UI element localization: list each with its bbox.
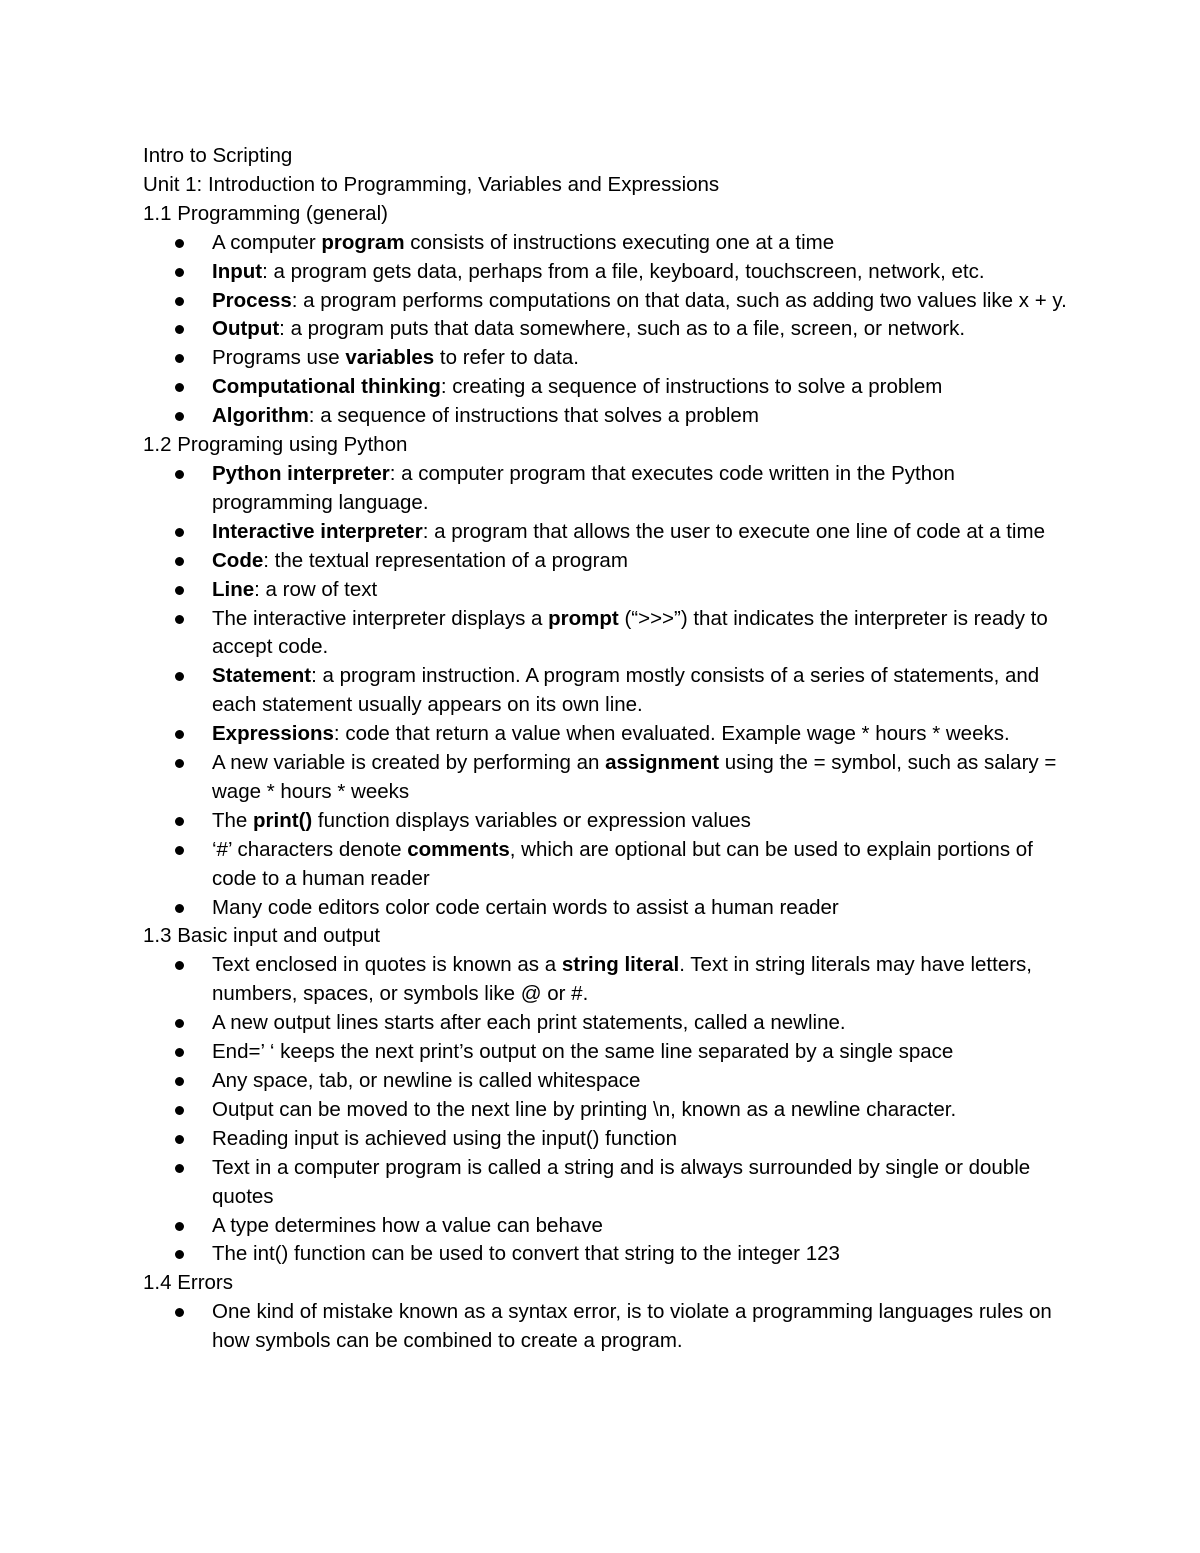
list-item: A type determines how a value can behave [143, 1212, 1078, 1241]
bullet-icon [175, 817, 184, 826]
bullet-list [143, 460, 1078, 923]
list-item: Computational thinking: creating a sequence of instructions to solve a problem [143, 373, 1078, 402]
section-heading: 1.2 Programing using Python [143, 433, 408, 457]
list-item: Expressions: code that return a value when evaluated. Example wage * hours * weeks. [143, 720, 1078, 749]
bullet-icon [175, 1019, 184, 1028]
list-item: The interactive interpreter displays a prompt (“>>>”) that indicates the interpreter is ready to accept code. [143, 605, 1078, 663]
bullet-icon [175, 470, 184, 479]
list-item: Text enclosed in quotes is known as a string literal. Text in string literals may have letters, numbers, spaces, or symbols like @ or #. [143, 951, 1078, 1009]
list-item: Line: a row of text [143, 576, 1078, 605]
bullet-icon [175, 730, 184, 739]
list-item: Many code editors color code certain words to assist a human reader [143, 894, 1078, 923]
bullet-icon [175, 586, 184, 595]
bullet-icon [175, 239, 184, 248]
unit-heading: Unit 1: Introduction to Programming, Variables and Expressions [143, 172, 720, 196]
list-item: The int() function can be used to convert that string to the integer 123 [143, 1240, 1078, 1269]
bullet-icon [175, 615, 184, 624]
list-item: Statement: a program instruction. A program mostly consists of a series of statements, and each statement usually appears on its own line. [143, 662, 1078, 720]
bullet-icon [175, 1222, 184, 1231]
list-item: A new variable is created by performing an assignment using the = symbol, such as salary = wage * hours * weeks [143, 749, 1078, 807]
list-item: Process: a program performs computations on that data, such as adding two values like x + y. [143, 287, 1078, 316]
list-item: Any space, tab, or newline is called whitespace [143, 1067, 1078, 1096]
bullet-icon [175, 354, 184, 363]
list-item: Algorithm: a sequence of instructions that solves a problem [143, 402, 1078, 431]
bullet-icon [175, 1106, 184, 1115]
bullet-icon [175, 268, 184, 277]
bullet-icon [175, 904, 184, 913]
document-title: Intro to Scripting [143, 144, 293, 167]
bullet-icon [175, 1308, 184, 1317]
section-heading: 1.1 Programming (general) [143, 201, 388, 225]
list-item: The print() function displays variables or expression values [143, 807, 1078, 836]
bullet-icon [175, 297, 184, 306]
bullet-icon [175, 383, 184, 392]
bullet-icon [175, 1077, 184, 1086]
list-item: Input: a program gets data, perhaps from a file, keyboard, touchscreen, network, etc. [143, 258, 1078, 287]
list-item: Output can be moved to the next line by printing \n, known as a newline character. [143, 1096, 1078, 1125]
bullet-icon [175, 961, 184, 970]
list-item: End=’ ‘ keeps the next print’s output on the same line separated by a single space [143, 1038, 1078, 1067]
bullet-icon [175, 557, 184, 566]
list-item: A new output lines starts after each print statements, called a newline. [143, 1009, 1078, 1038]
list-item: One kind of mistake known as a syntax error, is to violate a programming languages rules on how symbols can be combined to create a program. [143, 1298, 1078, 1356]
bullet-icon [175, 325, 184, 334]
bullet-list [143, 951, 1078, 1269]
bullet-icon [175, 412, 184, 421]
bullet-icon [175, 672, 184, 681]
bullet-icon [175, 528, 184, 537]
document-page [143, 142, 1078, 1356]
section-heading: 1.4 Errors [143, 1271, 233, 1295]
list-item: ‘#’ characters denote comments, which are optional but can be used to explain portions of code to a human reader [143, 836, 1078, 894]
bullet-icon [175, 1048, 184, 1057]
bullet-icon [175, 846, 184, 855]
bullet-icon [175, 759, 184, 768]
bullet-list [143, 1298, 1078, 1356]
list-item: Text in a computer program is called a string and is always surrounded by single or double quotes [143, 1154, 1078, 1212]
list-item: A computer program consists of instructions executing one at a time [143, 229, 1078, 258]
bullet-icon [175, 1164, 184, 1173]
list-item: Interactive interpreter: a program that allows the user to execute one line of code at a time [143, 518, 1078, 547]
bullet-list [143, 229, 1078, 431]
list-item: Python interpreter: a computer program that executes code written in the Python programming language. [143, 460, 1078, 518]
bullet-icon [175, 1250, 184, 1259]
bullet-icon [175, 1135, 184, 1144]
list-item: Output: a program puts that data somewhere, such as to a file, screen, or network. [143, 315, 1078, 344]
section-heading: 1.3 Basic input and output [143, 924, 381, 948]
list-item: Programs use variables to refer to data. [143, 344, 1078, 373]
list-item: Reading input is achieved using the input() function [143, 1125, 1078, 1154]
list-item: Code: the textual representation of a program [143, 547, 1078, 576]
